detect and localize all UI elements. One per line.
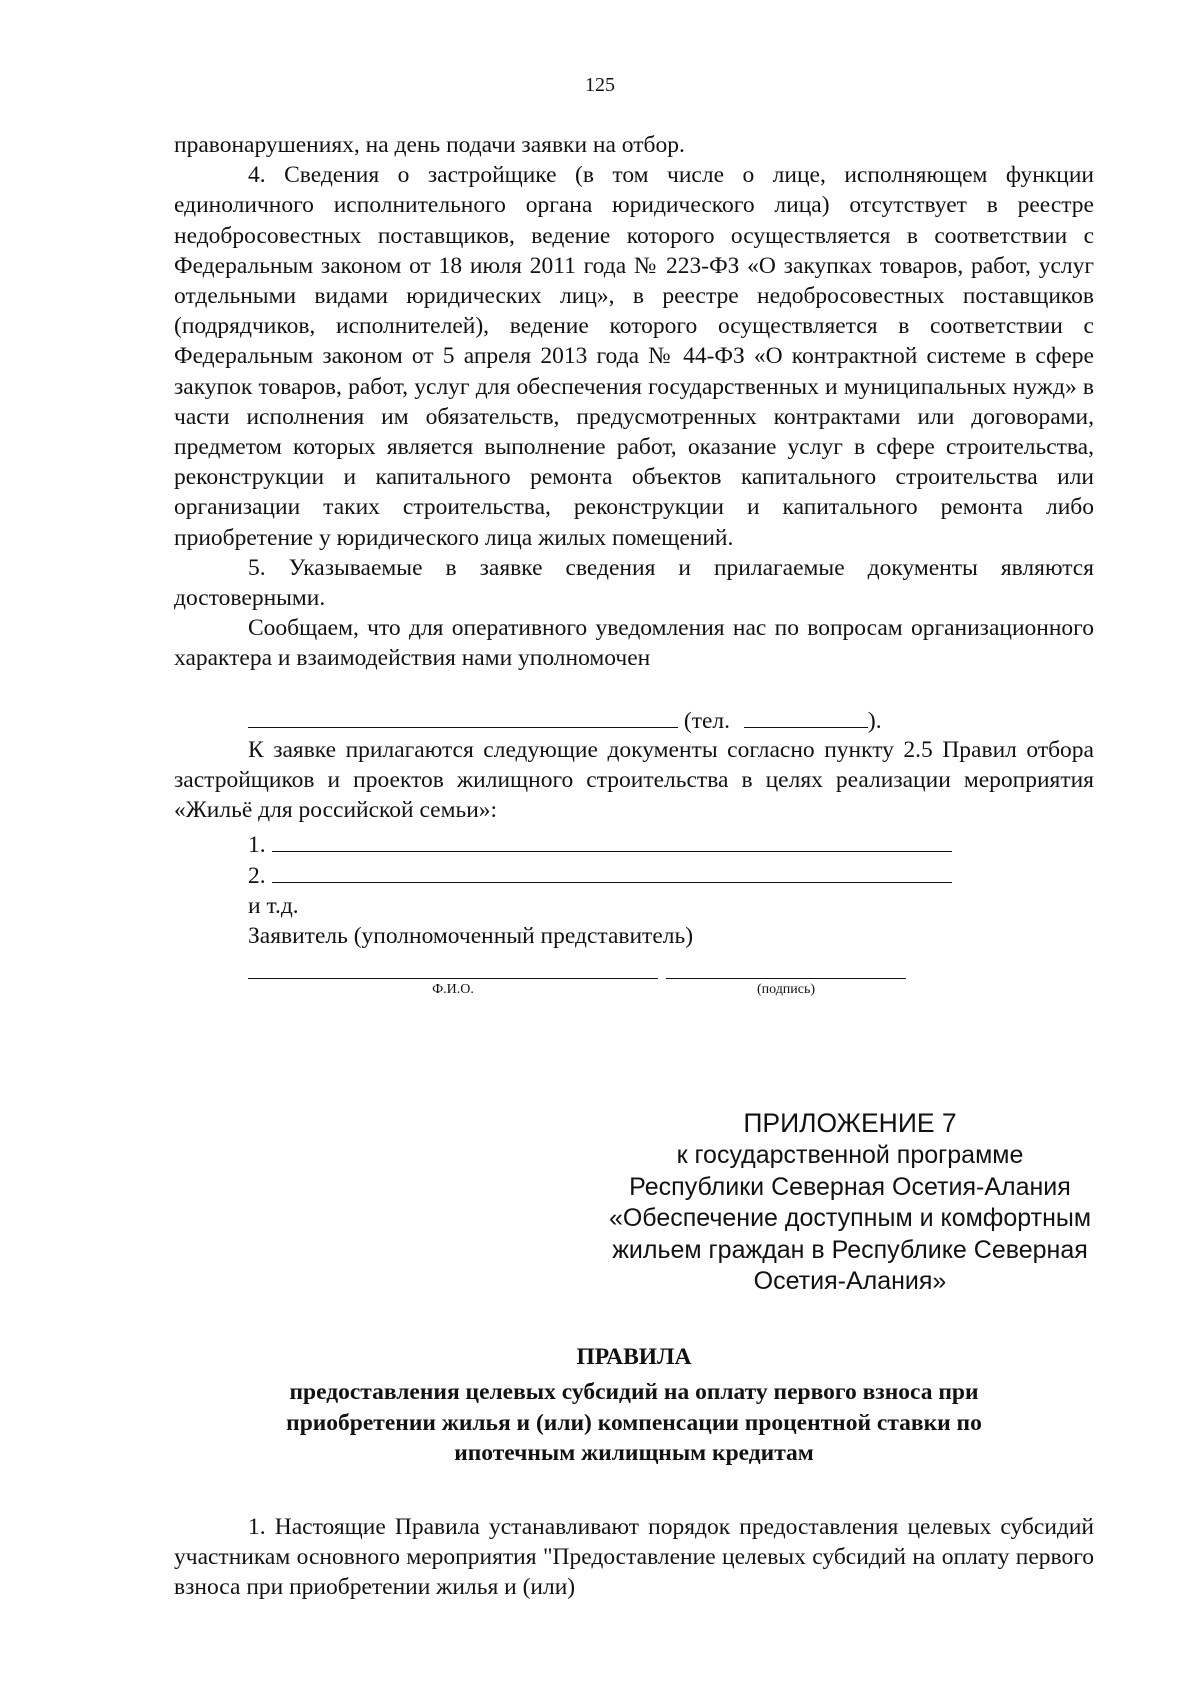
paragraph-item-5: 5. Указываемые в заявке сведения и прилагаемые документы являются достоверными. xyxy=(174,554,1094,612)
paragraph-contact-notice: Сообщаем, что для оперативного уведомления нас по вопросам организационного характера и взаимодействия нами уполномочен xyxy=(174,615,1094,672)
phone-blank xyxy=(744,705,868,728)
signature-line xyxy=(666,978,906,979)
phone-prefix: (тел. xyxy=(683,708,731,734)
list-item-blank xyxy=(272,860,952,883)
appendix-line: «Обеспечение доступным и комфортным xyxy=(608,1204,1092,1232)
list-item-number: 2. xyxy=(248,863,266,889)
paragraph-continuation: правонарушениях, на день подачи заявки на отбор. xyxy=(174,132,685,158)
document-list-item xyxy=(248,829,952,860)
documents-intro: К заявке прилагаются следующие документы согласно пункту 2.5 Правил отбора застройщиков и проектов жилищного строительства в целях реализации мероприятия «Жильё для российской семьи»: xyxy=(174,737,1094,824)
paragraph-item-4: 4. Сведения о застройщике (в том числе о лице, исполняющем функции единоличного исполнительного органа юридического лица) отсутствует в реестре недобросовестных поставщиков, ведение которого осуществляется в соответствии с Федеральным законом от 18 июля 2011 года № 223-ФЗ «О закупках товаров, работ, услуг отдельными видами юридических лиц», в реестре недобросовестных поставщиков (подрядчиков, исполнителей), ведение которого осуществляется в соответствии с Федеральным законом от 5 апреля 2013 года № 44-ФЗ «О контрактной системе в сфере закупок товаров, работ, услуг для обеспечения государственных и муниципальных нужд» в части исполнения им обязательств, предусмотренных контрактами или договорами, предметом которых является выполнение работ, оказание услуг в сфере строительства, реконструкции и капитального ремонта объектов капитального строительства или организации таких строительства, реконструкции и капитального ремонта либо приобретение у юридического лица жилых помещений. xyxy=(174,162,1094,551)
etc-text: и т.д. xyxy=(248,893,299,919)
list-item-blank xyxy=(272,829,952,852)
appendix-line: Осетия-Алания» xyxy=(753,1267,947,1295)
body-text-rules xyxy=(174,1512,1094,1603)
page-number: 125 xyxy=(585,74,615,96)
appendix-header xyxy=(580,1107,1120,1298)
body-text-top xyxy=(174,130,1094,674)
rules-title: ПРАВИЛА xyxy=(576,1344,692,1370)
appendix-line: Республики Северная Осетия-Алания xyxy=(629,1172,1071,1201)
appendix-title: ПРИЛОЖЕНИЕ 7 xyxy=(743,1108,957,1138)
rules-paragraph-1: 1. Настоящие Правила устанавливают порядок предоставления целевых субсидий участникам основного мероприятия "Предоставление целевых субсидий на оплату первого взноса при приобретении жилья и (или) xyxy=(174,1514,1094,1601)
appendix-line: жильем граждан в Республике Северная xyxy=(612,1235,1088,1264)
list-item-number: 1. xyxy=(248,832,266,858)
fio-caption: Ф.И.О. xyxy=(432,982,474,997)
appendix-line: к государственной программе xyxy=(676,1141,1024,1169)
fio-signature-line xyxy=(248,978,658,979)
applicant-label: Заявитель (уполномоченный представитель) xyxy=(248,923,694,949)
contact-name-blank xyxy=(248,705,678,728)
signature-caption: (подпись) xyxy=(756,982,816,997)
contact-person-line xyxy=(248,705,882,736)
document-list-item xyxy=(248,860,952,891)
phone-suffix: ). xyxy=(867,708,882,734)
rules-subtitle: предоставления целевых субсидий на оплату первого взноса при приобретении жилья и (или) компенсации процентной ставки по ипотечным жилищным кредитам xyxy=(286,1379,982,1466)
documents-intro-block xyxy=(174,735,1094,826)
